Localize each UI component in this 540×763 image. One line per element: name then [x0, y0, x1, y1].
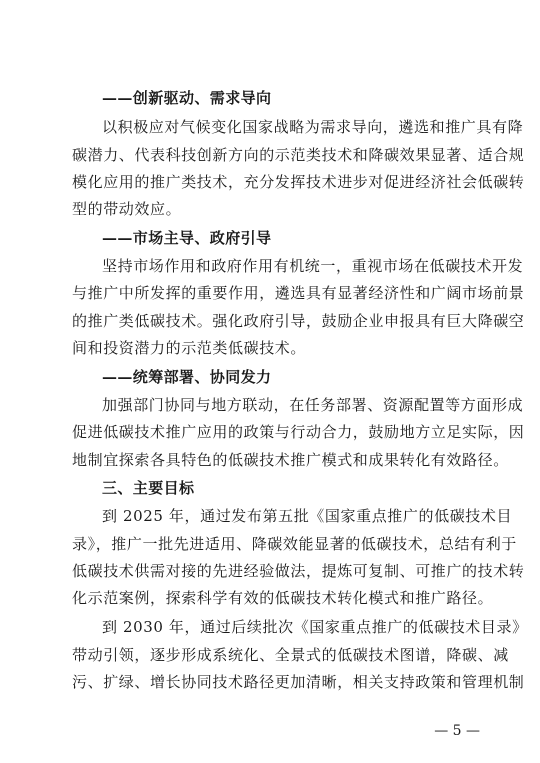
paragraph-line: 与推广中所发挥的重要作用，遴选具有显著经济性和广阔市场前景: [72, 284, 525, 302]
paragraph-line: 污、扩绿、增长协同技术路径更加清晰，相关支持政策和管理机制: [72, 673, 525, 691]
paragraph-line: 碳潜力、代表科技创新方向的示范类技术和降碳效果显著、适合规: [72, 146, 525, 164]
principle-heading-coordination: ——统筹部署、协同发力: [102, 368, 272, 386]
paragraph-line: 型的带动效应。: [72, 200, 182, 218]
paragraph-line: 地制宜探索各具特色的低碳技术推广模式和成果转化有效路径。: [72, 451, 509, 469]
paragraph-line: 低碳技术供需对接的先进经验做法，提炼可复制、可推广的技术转: [72, 562, 525, 580]
page-number: — 5 —: [434, 723, 480, 739]
paragraph-line: 促进低碳技术推广应用的政策与行动合力，鼓励地方立足实际，因: [72, 423, 525, 441]
paragraph-line: 间和投资潜力的示范类低碳技术。: [72, 339, 307, 357]
paragraph-line: 带动引领，逐步形成系统化、全景式的低碳技术图谱，降碳、减: [72, 646, 509, 664]
paragraph-line: 化示范案例，探索科学有效的低碳技术转化模式和推广路径。: [72, 589, 494, 607]
paragraph-line: 的推广类低碳技术。强化政府引导，鼓励企业申报具有巨大降碳空: [72, 312, 525, 330]
paragraph-line: 以积极应对气候变化国家战略为需求导向，遴选和推广具有降: [102, 118, 524, 136]
paragraph-line: 加强部门协同与地方联动，在任务部署、资源配置等方面形成: [102, 396, 524, 414]
principle-heading-market: ——市场主导、政府引导: [102, 229, 272, 247]
principle-heading-innovation: ——创新驱动、需求导向: [102, 89, 272, 107]
paragraph-line: 到 2030 年，通过后续批次《国家重点推广的低碳技术目录》: [102, 618, 528, 636]
paragraph-line: 坚持市场作用和政府作用有机统一，重视市场在低碳技术开发: [102, 257, 524, 275]
paragraph-line: 模化应用的推广类技术，充分发挥技术进步对促进经济社会低碳转: [72, 173, 525, 191]
paragraph-line: 录》，推广一批先进适用、降碳效能显著的低碳技术，总结有利于: [72, 535, 517, 553]
section-heading-main-goals: 三、主要目标: [102, 479, 195, 497]
paragraph-line: 到 2025 年，通过发布第五批《国家重点推广的低碳技术目: [102, 507, 513, 525]
